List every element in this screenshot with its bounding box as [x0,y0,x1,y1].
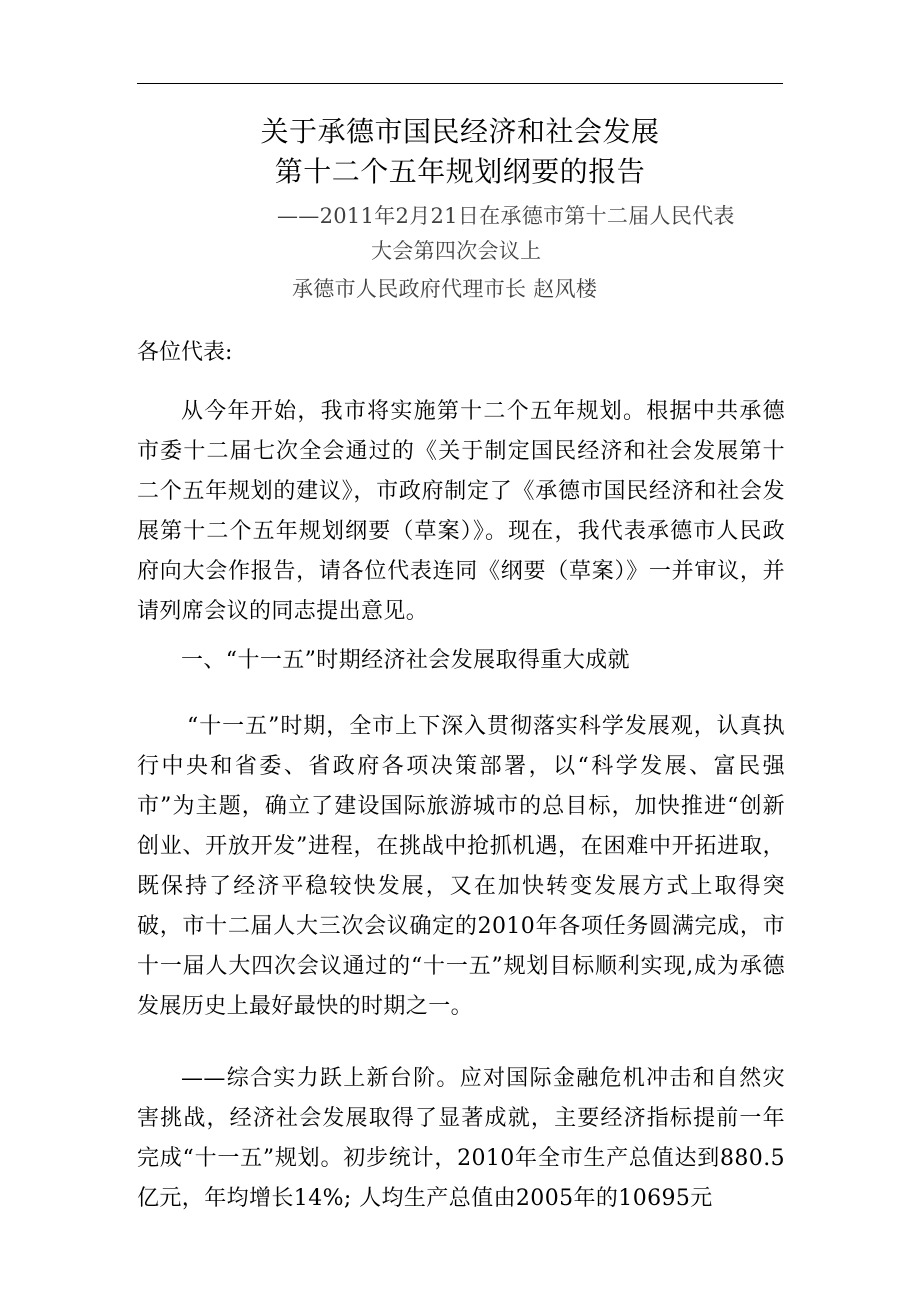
paragraph-intro: 从今年开始，我市将实施第十二个五年规划。根据中共承德市委十二届七次全会通过的《关于制定国民经济和社会发展第十二个五年规划的建议》，市政府制定了《承德市国民经济和社会发展第十二个五年规划纲要（草案）》。现在，我代表承德市人民政府向大会作报告，请各位代表连同《纲要（草案）》一并审议，并请列席会议的同志提出意见。 [137,399,785,624]
subtitle-meeting-line: 大会第四次会议上 [371,239,542,263]
subtitle-speaker-line: 承德市人民政府代理市长 赵风楼 [292,277,598,301]
paragraph-economic-strength: ——综合实力跃上新台阶。应对国际金融危机冲击和自然灾害挑战，经济社会发展取得了显著成就，主要经济指标提前一年完成“十一五”规划。初步统计，2010年全市生产总值达到880.5亿元，年均增长14%; 人均生产总值由2005年的10695元 [137,1066,785,1211]
document-title-line-1: 关于承德市国民经济和社会发展 [260,115,660,148]
document-title-line-2: 第十二个五年规划纲要的报告 [274,155,646,188]
salutation: 各位代表: [137,340,233,365]
section-heading: 一、“十一五”时期经济社会发展取得重大成就 [181,648,630,673]
header-rule [137,83,783,84]
paragraph-achievements: “十一五”时期，全市上下深入贯彻落实科学发展观，认真执行中央和省委、省政府各项决策部署，以“科学发展、富民强市”为主题，确立了建设国际旅游城市的总目标，加快推进“创新创业、开放开发”进程，在挑战中抢抓机遇，在困难中开拓进取，既保持了经济平稳较快发展，又在加快转变发展方式上取得突破，市十二届人大三次会议确定的2010年各项任务圆满完成，市十一届人大四次会议通过的“十一五”规划目标顺利实现,成为承德发展历史上最好最快的时期之一。 [137,714,785,1019]
subtitle-date-line: ——2011年2月21日在承德市第十二届人民代表 [277,204,735,228]
